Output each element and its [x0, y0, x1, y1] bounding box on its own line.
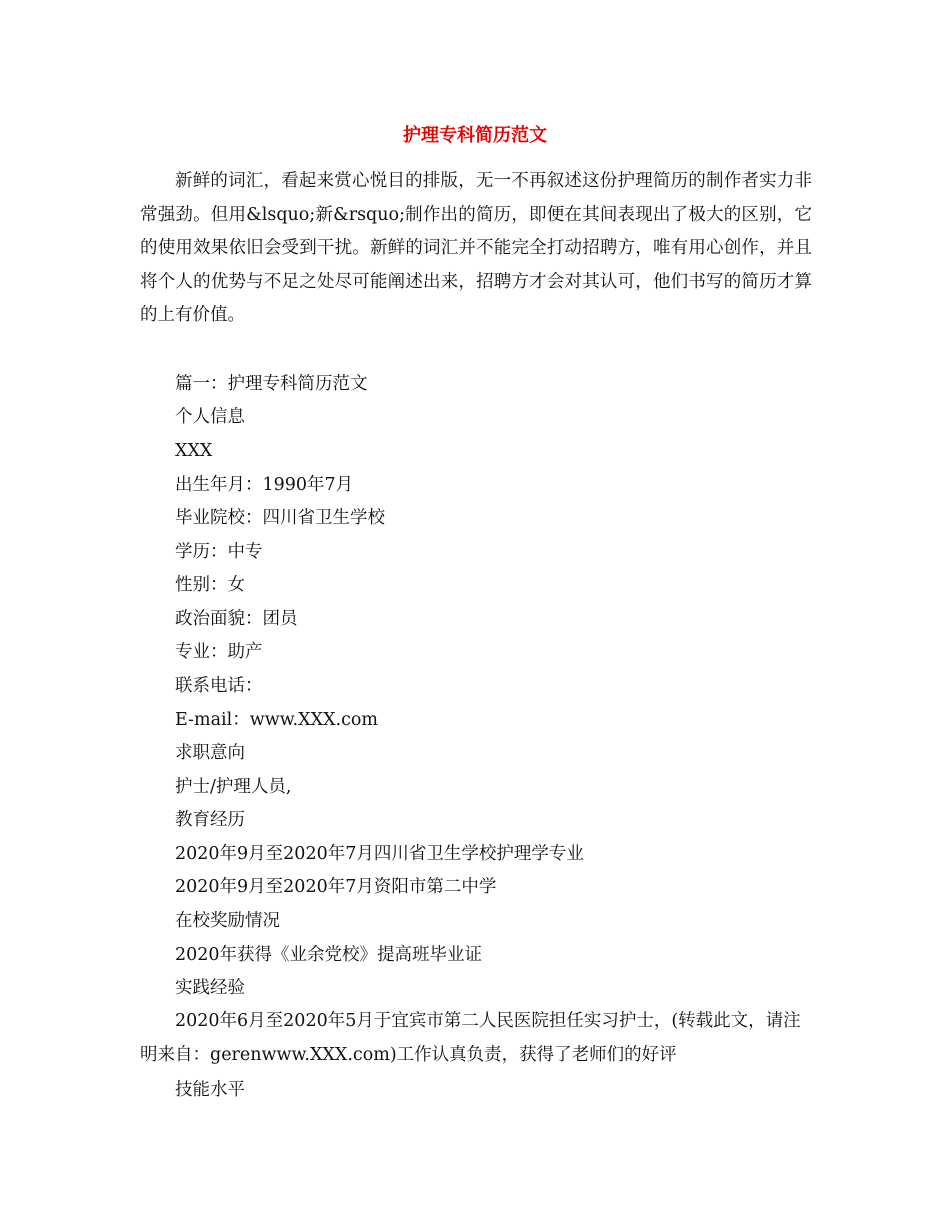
phone-line: 联系电话： — [175, 676, 263, 696]
name-line: XXX — [175, 441, 213, 461]
political-status-line: 政治面貌：团员 — [175, 609, 298, 629]
education-item: 2020年9月至2020年7月四川省卫生学校护理学专业 — [175, 844, 584, 864]
section-heading-education: 教育经历 — [175, 810, 245, 830]
major-line: 专业：助产 — [175, 642, 263, 662]
school-line: 毕业院校：四川省卫生学校 — [175, 508, 385, 528]
award-item: 2020年获得《业余党校》提高班毕业证 — [175, 945, 483, 965]
section-heading-job-intention: 求职意向 — [175, 743, 245, 763]
job-intention-line: 护士/护理人员, — [175, 777, 292, 797]
section-heading-awards: 在校奖励情况 — [175, 911, 280, 931]
practice-paragraph: 2020年6月至2020年5月于宜宾市第二人民医院担任实习护士，(转载此文，请注明来自：gerenwww.XXX.com)工作认真负责，获得了老师们的好评 — [140, 1011, 801, 1065]
section-heading-resume: 篇一：护理专科简历范文 — [175, 374, 368, 394]
education-item: 2020年9月至2020年7月资阳市第二中学 — [175, 877, 497, 897]
section-heading-practice: 实践经验 — [175, 978, 245, 998]
intro-paragraph: 新鲜的词汇，看起来赏心悦目的排版，无一不再叙述这份护理简历的制作者实力非常强劲。但用&lsquo;新&rsquo;制作出的简历，即便在其间表现出了极大的区别，它的使用效果依旧会受到干扰。新鲜的词汇并不能完全打动招聘方，唯有用心创作，并且将个人的优势与不足之处尽可能阐述出来，招聘方才会对其认可，他们书写的简历才算的上有价值。 — [140, 171, 812, 326]
gender-line: 性别：女 — [175, 575, 245, 595]
section-heading-personal-info: 个人信息 — [175, 407, 245, 427]
section-heading-skills: 技能水平 — [175, 1080, 245, 1100]
birth-line: 出生年月：1990年7月 — [175, 475, 354, 495]
email-line: E-mail：www.XXX.com — [175, 710, 379, 730]
document-title: 护理专科简历范文 — [403, 125, 547, 146]
education-level-line: 学历：中专 — [175, 542, 263, 562]
